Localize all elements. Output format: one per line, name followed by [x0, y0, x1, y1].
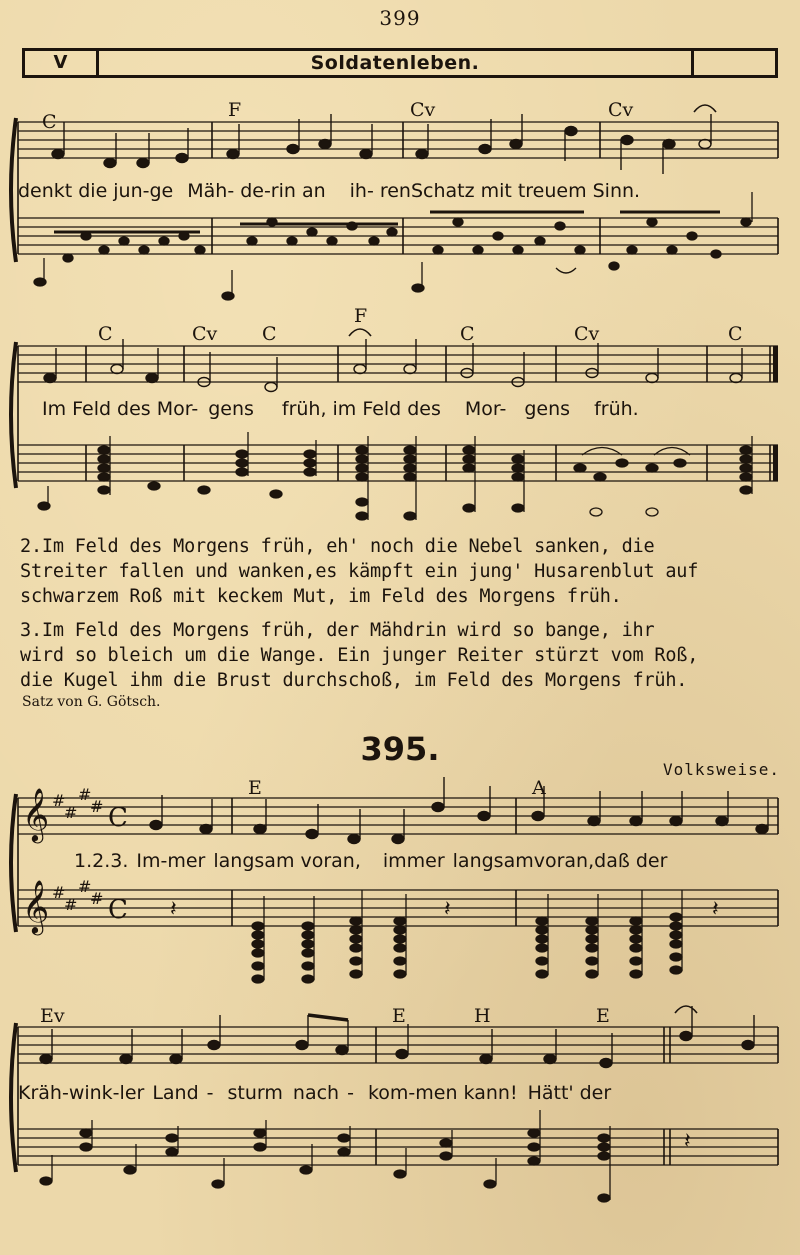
- lyric-syllable: ih-: [349, 180, 374, 202]
- chord-symbol: C: [42, 111, 57, 133]
- melody-notes-s2: [44, 348, 158, 383]
- lyric-syllable: Kräh-: [18, 1082, 69, 1104]
- lyric-syllable: Mor-: [464, 398, 507, 420]
- svg-text:𝄽: 𝄽: [170, 897, 177, 922]
- chord-symbol: Cv: [574, 323, 600, 345]
- bass-ties-s2: [582, 448, 690, 517]
- lyric-syllable: 1.2.3.: [74, 850, 129, 872]
- lyrics-song1-system1: [18, 180, 640, 202]
- chord-symbol: C: [460, 323, 475, 345]
- chord-symbol: C: [98, 323, 113, 345]
- system-brace-2: [11, 342, 16, 488]
- lyric-syllable: sturm: [227, 1082, 283, 1104]
- treble-clef2-s3: 𝄞: [22, 879, 50, 933]
- bass-notes-s1: [34, 192, 752, 300]
- final-barline-s2: [773, 346, 778, 481]
- lyric-syllable: jun-ge: [113, 180, 174, 202]
- lyric-syllable: ren: [379, 180, 411, 202]
- lyric-syllable: früh,: [281, 398, 327, 420]
- chord-symbol: F: [354, 305, 368, 327]
- staff-treble-s2: [18, 346, 778, 382]
- melody-halfnote-s1: [694, 105, 716, 149]
- lyric-syllable: wink-: [68, 1082, 120, 1104]
- verse-3: [20, 618, 780, 693]
- lyric-syllable: im: [332, 398, 357, 420]
- lyrics-song2-system2: [18, 1082, 611, 1104]
- lyric-syllable: an: [301, 180, 326, 202]
- melody-source: Volksweise.: [663, 760, 780, 779]
- lyric-syllable: Land: [152, 1082, 199, 1104]
- staff-treble-s3: [18, 798, 778, 834]
- song-number: 395.: [360, 730, 440, 768]
- verse-line: Streiter fallen und wanken,es kämpft ein jung' Husarenblut auf: [20, 561, 699, 582]
- lyric-syllable: -: [206, 1082, 214, 1104]
- lyric-syllable: Feld: [362, 398, 402, 420]
- lyric-syllable: des: [117, 398, 151, 420]
- song-title: Soldatenleben.: [310, 52, 480, 74]
- lyric-syllable: denkt: [18, 180, 73, 202]
- lyric-syllable: -: [347, 1082, 354, 1104]
- lyric-syllable: der: [579, 1082, 612, 1104]
- chord-symbol: C: [728, 323, 743, 345]
- section-label: V: [25, 51, 99, 75]
- lyric-syllable: langsam: [213, 850, 295, 872]
- svg-text:C: C: [108, 803, 128, 833]
- lyric-syllable: früh.: [594, 398, 639, 420]
- lyric-syllable: ler: [119, 1082, 145, 1104]
- chord-symbol: Cv: [608, 99, 634, 121]
- svg-text:#: #: [78, 877, 92, 896]
- chord-symbol: A: [532, 777, 546, 799]
- lyric-syllable: Mor-: [156, 398, 199, 420]
- accompaniment-chords-s3: [252, 890, 682, 983]
- lyric-syllable: der: [635, 850, 668, 872]
- chord-symbol: F: [228, 99, 242, 121]
- svg-text:𝄽: 𝄽: [712, 897, 719, 922]
- svg-text:#: #: [64, 895, 78, 914]
- svg-text:#: #: [52, 791, 66, 810]
- lyric-syllable: kann!: [463, 1082, 518, 1104]
- lyric-syllable: Feld: [72, 398, 112, 420]
- chord-symbol: Cv: [410, 99, 436, 121]
- lyric-syllable: Mäh-: [187, 180, 235, 202]
- lyric-syllable: gens: [208, 398, 254, 420]
- treble-clef-s3: 𝄞: [22, 787, 50, 841]
- lyric-syllable: Schatz: [410, 180, 475, 202]
- lyric-syllable: des: [407, 398, 441, 420]
- chord-symbol: Cv: [192, 323, 218, 345]
- chord-symbol: C: [262, 323, 277, 345]
- rest-s4: 𝄽: [684, 1129, 691, 1154]
- svg-text:#: #: [78, 785, 92, 804]
- lyric-syllable: men: [415, 1082, 458, 1104]
- staff-treble-s1: [18, 122, 778, 158]
- system-brace-3: [11, 794, 16, 932]
- fermata-s4: [675, 1006, 697, 1013]
- lyric-syllable: de-rin: [240, 180, 296, 202]
- melody-notes-s1: [52, 114, 675, 174]
- chord-symbol: E: [248, 777, 262, 799]
- chord-symbol: H: [474, 1005, 491, 1027]
- verse-line: wird so bleich um die Wange. Ein junger Reiter stürzt vom Roß,: [20, 645, 699, 666]
- verse-2: [20, 534, 780, 609]
- svg-text:#: #: [64, 803, 78, 822]
- lyric-syllable: Im-: [136, 850, 168, 872]
- lyrics-song1-system2: [42, 398, 639, 420]
- lyric-syllable: Hätt': [527, 1082, 574, 1104]
- verse-line: die Kugel ihm die Brust durchschoß, im Feld des Morgens früh.: [20, 670, 688, 691]
- lyrics-song2-system1: [74, 850, 667, 872]
- lyric-syllable: kom-: [367, 1082, 416, 1104]
- verse-line: schwarzem Roß mit keckem Mut, im Feld des Morgens früh.: [20, 586, 622, 607]
- system-brace-4: [11, 1023, 16, 1172]
- lyric-syllable: langsam: [452, 850, 534, 872]
- lyric-syllable: immer: [382, 850, 445, 872]
- slur-s1: [556, 268, 576, 273]
- system-brace-1: [11, 118, 16, 262]
- lyric-syllable: nach: [292, 1082, 340, 1104]
- svg-text:#: #: [90, 797, 104, 816]
- lyric-syllable: treuem: [517, 180, 587, 202]
- lyric-syllable: mit: [480, 180, 512, 202]
- chord-symbol: E: [596, 1005, 610, 1027]
- verse-line: 3.Im Feld des Morgens früh, der Mähdrin wird so bange, ihr: [20, 620, 655, 641]
- chord-symbol: Ev: [40, 1005, 65, 1027]
- lyric-syllable: gens: [524, 398, 571, 420]
- arrangement-credit: Satz von G. Götsch.: [22, 694, 161, 710]
- svg-text:#: #: [52, 883, 66, 902]
- svg-text:C: C: [108, 895, 128, 925]
- verse-line: 2.Im Feld des Morgens früh, eh' noch die Nebel sanken, die: [20, 536, 655, 557]
- lyric-syllable: daß: [594, 850, 630, 872]
- lyric-syllable: Sinn.: [592, 180, 641, 202]
- lyric-syllable: mer: [167, 850, 206, 872]
- chord-symbol: E: [392, 1005, 406, 1027]
- svg-text:𝄽: 𝄽: [444, 897, 451, 922]
- page-number: 399: [379, 6, 421, 30]
- svg-text:#: #: [90, 889, 104, 908]
- lyric-syllable: Im: [42, 398, 67, 420]
- lyric-syllable: voran,: [300, 850, 361, 872]
- lyric-syllable: die: [78, 180, 108, 202]
- staff-bass-s2: [18, 445, 778, 481]
- lyric-syllable: voran,: [533, 850, 595, 872]
